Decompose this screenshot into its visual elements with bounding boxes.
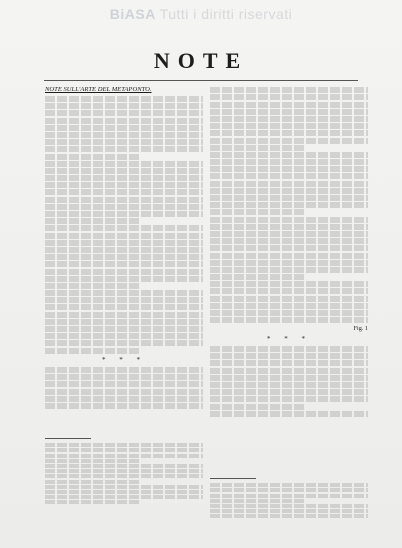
text-line-placeholder <box>210 368 368 374</box>
text-line-placeholder <box>210 245 368 251</box>
text-line-placeholder <box>45 403 203 409</box>
text-line-placeholder <box>210 209 305 215</box>
text-line-placeholder <box>45 204 203 210</box>
text-line-placeholder <box>210 181 368 187</box>
text-line-placeholder <box>210 138 368 144</box>
text-line-placeholder <box>210 231 368 237</box>
text-line-placeholder <box>210 195 368 201</box>
text-line-placeholder <box>210 130 368 136</box>
text-line-placeholder <box>210 260 368 266</box>
text-line-placeholder <box>45 103 203 109</box>
section-title: NOTE SULL'ARTE DEL METAPONTO. <box>45 86 152 93</box>
footnote-line-placeholder <box>45 474 203 478</box>
footnote-line-placeholder <box>210 509 368 513</box>
text-line-placeholder <box>45 247 203 253</box>
text-line-placeholder <box>210 317 368 323</box>
footnote-line-placeholder <box>45 464 203 468</box>
text-line-placeholder <box>210 253 368 259</box>
text-line-placeholder <box>45 304 203 310</box>
text-line-placeholder <box>210 217 368 223</box>
text-line-placeholder <box>210 159 368 165</box>
text-line-placeholder <box>210 360 368 366</box>
footnote-line-placeholder <box>45 485 203 489</box>
text-line-placeholder <box>210 94 368 100</box>
text-line-placeholder <box>210 202 368 208</box>
footnote-line-placeholder <box>45 480 140 484</box>
text-line-placeholder <box>210 224 368 230</box>
text-line-placeholder <box>45 161 203 167</box>
text-line-placeholder <box>45 381 203 387</box>
text-line-placeholder <box>210 396 368 402</box>
text-line-placeholder <box>45 396 203 402</box>
text-line-placeholder <box>210 123 368 129</box>
text-line-placeholder <box>45 326 203 332</box>
text-line-placeholder <box>45 297 203 303</box>
text-line-placeholder <box>45 348 140 354</box>
text-line-placeholder <box>45 197 203 203</box>
text-line-placeholder <box>210 116 368 122</box>
text-line-placeholder <box>45 96 203 102</box>
text-line-placeholder <box>210 281 368 287</box>
text-line-placeholder <box>210 353 368 359</box>
text-line-placeholder <box>210 303 368 309</box>
text-line-placeholder <box>210 188 368 194</box>
text-line-placeholder <box>45 389 203 395</box>
section-separator: * * * <box>102 355 146 364</box>
text-line-placeholder <box>45 211 203 217</box>
text-line-placeholder <box>45 168 203 174</box>
text-line-placeholder <box>210 389 368 395</box>
text-line-placeholder <box>45 139 203 145</box>
footnote-rule-right <box>210 478 256 479</box>
footnote-rule-left <box>45 438 91 439</box>
text-line-placeholder <box>210 173 368 179</box>
text-line-placeholder <box>45 340 203 346</box>
text-line-placeholder <box>210 166 368 172</box>
right-text-placeholder-after <box>210 346 368 417</box>
text-line-placeholder <box>210 152 368 158</box>
text-line-placeholder <box>210 296 368 302</box>
text-line-placeholder <box>45 276 203 282</box>
text-line-placeholder <box>45 290 203 296</box>
text-line-placeholder <box>45 118 203 124</box>
left-text-placeholder-after <box>45 367 203 409</box>
text-line-placeholder <box>45 154 140 160</box>
text-line-placeholder <box>45 146 203 152</box>
text-line-placeholder <box>210 87 368 93</box>
text-line-placeholder <box>210 310 368 316</box>
left-column <box>45 86 203 482</box>
text-line-placeholder <box>45 110 203 116</box>
text-line-placeholder <box>45 218 140 224</box>
footnotes-right <box>210 482 368 538</box>
footnote-line-placeholder <box>210 514 368 518</box>
text-line-placeholder <box>45 269 203 275</box>
footnotes-left <box>45 442 203 538</box>
text-line-placeholder <box>210 404 305 410</box>
text-line-placeholder <box>45 374 203 380</box>
footnote-line-placeholder <box>45 443 203 447</box>
watermark <box>0 6 402 22</box>
text-line-placeholder <box>210 346 368 352</box>
footnote-line-placeholder <box>45 454 203 458</box>
text-line-placeholder <box>210 288 368 294</box>
text-line-placeholder <box>45 233 203 239</box>
text-line-placeholder <box>210 274 305 280</box>
text-line-placeholder <box>45 254 203 260</box>
text-line-placeholder <box>210 109 368 115</box>
footnote-line-placeholder <box>45 500 140 504</box>
text-line-placeholder <box>210 145 305 151</box>
text-line-placeholder <box>210 238 368 244</box>
footnote-line-placeholder <box>45 469 203 473</box>
right-text-placeholder <box>210 87 368 323</box>
text-line-placeholder <box>45 283 140 289</box>
text-line-placeholder <box>210 375 368 381</box>
text-line-placeholder <box>45 189 203 195</box>
watermark-text: Tutti i diritti riservati <box>159 6 293 22</box>
text-line-placeholder <box>45 319 203 325</box>
footnote-line-placeholder <box>210 504 368 508</box>
text-line-placeholder <box>45 182 203 188</box>
text-line-placeholder <box>210 102 368 108</box>
text-line-placeholder <box>45 240 203 246</box>
footnote-line-placeholder <box>45 490 203 494</box>
text-line-placeholder <box>210 382 368 388</box>
watermark-logo: BiASA <box>109 6 156 22</box>
footnote-line-placeholder <box>45 459 140 463</box>
right-column <box>210 86 368 482</box>
footnote-line-placeholder <box>45 448 203 452</box>
footnote-line-placeholder <box>210 483 368 487</box>
text-line-placeholder <box>45 312 203 318</box>
heading-rule <box>44 80 358 81</box>
footnote-line-placeholder <box>45 495 203 499</box>
footnote-line-placeholder <box>210 488 368 492</box>
text-line-placeholder <box>45 225 203 231</box>
text-line-placeholder <box>45 367 203 373</box>
text-line-placeholder <box>45 125 203 131</box>
text-line-placeholder <box>210 267 368 273</box>
page-heading: NOTE <box>153 48 249 73</box>
text-line-placeholder <box>45 261 203 267</box>
text-line-placeholder <box>45 132 203 138</box>
footnote-line-placeholder <box>210 494 368 498</box>
left-text-placeholder <box>45 96 203 354</box>
text-line-placeholder <box>45 175 203 181</box>
figure-reference: Fig. 1 <box>353 325 368 333</box>
text-line-placeholder <box>210 411 368 417</box>
text-line-placeholder <box>45 333 203 339</box>
section-separator-right: * * * <box>267 334 311 343</box>
footnote-line-placeholder <box>210 499 305 503</box>
